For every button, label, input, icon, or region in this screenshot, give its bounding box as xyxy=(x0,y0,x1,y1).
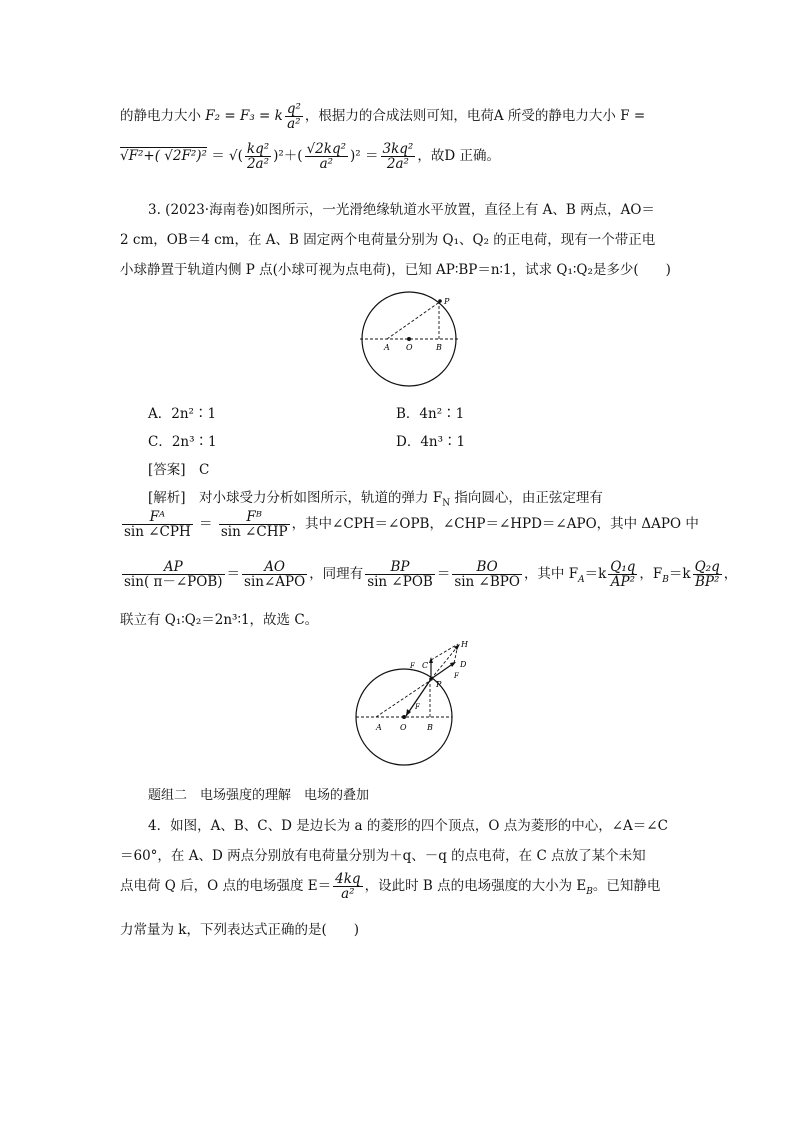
fig2-label-h: H xyxy=(461,640,468,649)
fig2-label-d: D xyxy=(460,660,467,669)
prev-line1: 的静电力大小 F₂ = F₃ = k $\frac{\text{q²}}{\text{a²}}$ ，根据力的合成法则可知，电荷A 所受的静电力大小 F = xyxy=(120,101,646,133)
analysis-eq1: $\frac{\text{Fᴬ}}{\text{sin ∠CPH}}$ ＝ $\frac{\text{Fᴮ}}{\text{sin ∠CHP}}$ ，其中∠CPH＝∠OPB，∠CHP＝∠HPD＝∠APO，其中 ΔAPO 中 xyxy=(124,509,699,541)
fig1-label-p: P xyxy=(444,297,450,306)
prev-line2: √F²+( √2F²)² ＝ √( $\frac{\text{kq²}}{\text{2a²}}$ )²＋( $\frac{\text{√2kq²}}{\text{a²}}$ )² ＝ $\frac{\text{3kq²}}{\text{2a²}}$ ，故D 正确。 xyxy=(120,141,500,173)
section-heading: 题组二 电场强度的理解 电场的叠加 xyxy=(148,788,370,803)
q3-line1: 3. (2023·海南卷)如图所示，一光滑绝缘轨道水平放置，直径上有 A、B 两点，AO＝ xyxy=(148,202,655,218)
fig2-label-fb: F xyxy=(410,662,415,670)
q4-line2: ＝60°，在 A、D 两点分别放有电荷量分别为＋q、－q 的点电荷，在 C 点放了某个未知 xyxy=(120,848,646,864)
fig2-label-c: C xyxy=(422,661,429,670)
option-c: C．2n³∶1 xyxy=(148,434,217,450)
fig1-label-a: A xyxy=(384,343,390,352)
fig2-label-fn: F xyxy=(415,703,420,711)
analysis-eq2: $\frac{AP}{\text{sin( π－∠POB)}}$ ＝ $\frac{AO}{\text{sin∠APO}}$ ，同理有 $\frac{BP}{\text{sin ∠POB}}$ ＝ $\frac{BO}{\text{sin ∠BPO}}$ ，其中 $F_A=k$ $\frac{\text{Q₁q}}{\text{AP²}}$ ，$F_B=k$ $\frac{\text{Q₂q}}{\text{BP²}}$ ， xyxy=(124,559,738,591)
fig2-label-fa: F xyxy=(454,672,459,680)
analysis-line1: [解析] 对小球受力分析如图所示，轨道的弹力 $F_N$ 指向圆心，由正弦定理有 xyxy=(148,490,603,509)
q3-line2: 2 cm，OB＝4 cm，在 A、B 固定两个电荷量分别为 Q₁、Q₂ 的正电荷，现有一个带正电 xyxy=(120,232,656,248)
fig2-label-a: A xyxy=(376,723,382,732)
fig2-label-b: B xyxy=(427,723,433,732)
q4-line3: 点电荷 Q 后，O 点的电场强度 E＝ $\frac{4kq}{\text{a²}}$ ，设此时 B 点的电场强度的大小为 $E_B$。已知静电 xyxy=(120,871,661,903)
fig1-label-o: O xyxy=(406,343,413,352)
q4-line4: 力常量为 k，下列表达式正确的是( ) xyxy=(120,922,360,938)
figure-circle-track xyxy=(358,290,462,390)
option-a: A．2n²∶1 xyxy=(148,406,217,422)
option-d: D．4n³∶1 xyxy=(396,434,466,450)
analysis-conclusion: 联立有 Q₁∶Q₂＝2n³∶1，故选 C。 xyxy=(120,612,319,628)
q4-line1: 4．如图，A、B、C、D 是边长为 a 的菱形的四个顶点，O 点为菱形的中心，∠A＝∠C xyxy=(148,818,668,834)
figure-force-analysis xyxy=(350,632,480,768)
fig2-label-p: P xyxy=(436,680,442,689)
q3-line3: 小球静置于轨道内侧 P 点(小球可视为点电荷)，已知 AP∶BP＝n∶1，试求 Q₁∶Q₂是多少( ) xyxy=(120,262,671,278)
option-b: B．4n²∶1 xyxy=(396,406,465,422)
fig2-label-o: O xyxy=(400,723,407,732)
answer: [答案] C xyxy=(148,462,210,478)
fig1-label-b: B xyxy=(436,343,442,352)
